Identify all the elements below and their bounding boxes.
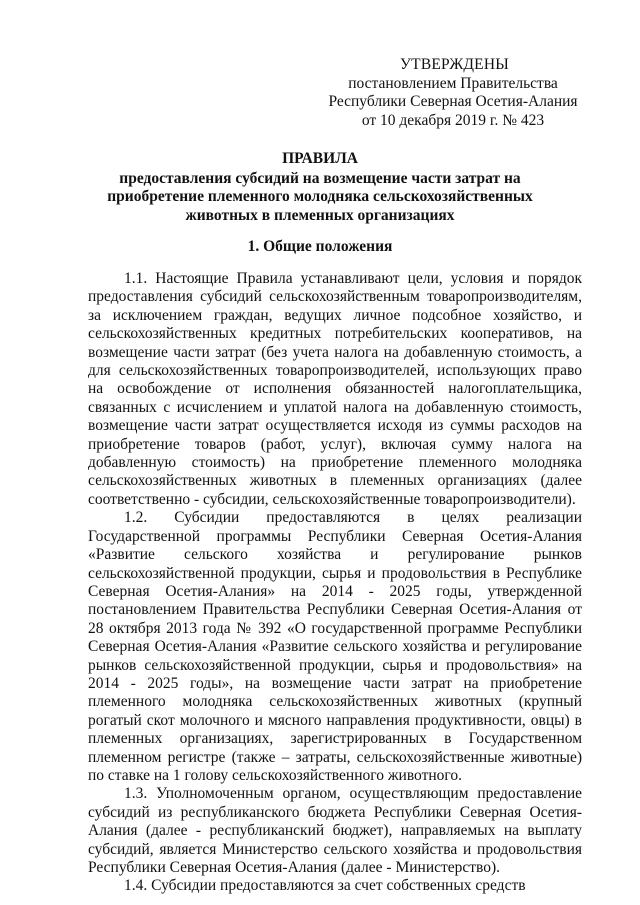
document-heading: ПРАВИЛА [282, 150, 358, 167]
approval-date-number: от 10 декабря 2019 г. № 423 [361, 111, 545, 129]
section-heading: 1. Общие положения [247, 238, 393, 255]
document-subtitle-line-2: приобретение племенного молодняка сельскохозяйственных [107, 188, 533, 205]
paragraph-1-1: 1.1. Настоящие Правила устанавливают цели, условия и порядок предоставления субсидий сельскохозяйственным товаропроизводителям, за исключением граждан, ведущих личное подсобное хозяйство, и сельскохозяйственных кредитных потребительских кооперативов, на возмещение части затрат (без учета налога на добавленную стоимость, а для сельскохозяйственных товаропроизводителей, использующих право на освобождение от исполнения обязанностей налогоплательщика, связанных с исчислением и уплатой налога на добавленную стоимость, возмещение части затрат осуществляется исходя из суммы расходов на приобретение товаров (работ, услуг), включая сумму налога на добавленную стоимость) на приобретение племенного молодняка сельскохозяйственных животных в племенных организациях (далее соответственно - субсидии, сельскохозяйственные товаропроизводители). [88, 270, 582, 508]
body-text [88, 270, 582, 896]
document-subtitle-line-1: предоставления субсидий на возмещение части затрат на [119, 169, 521, 187]
approval-line-1: постановлением Правительства [348, 74, 558, 92]
paragraph-1-3: 1.3. Уполномоченным органом, осуществляющим предоставление субсидий из республиканского бюджета Республики Северная Осетия-Алания (далее - республиканский бюджет), направляемых на выплату субсидий, является Министерство сельского хозяйства и продовольствия Республики Северная Осетия-Алания (далее - Министерство). [88, 785, 582, 876]
document-title-block [60, 150, 580, 225]
approval-stamp [318, 56, 588, 130]
approval-line-2: Республики Северная Осетия-Алания [328, 93, 578, 110]
approval-title: УТВЕРЖДЕНЫ [400, 56, 509, 73]
paragraph-1-2: 1.2. Субсидии предоставляются в целях реализации Государственной программы Республики Северная Осетия-Алания «Развитие сельского хозяйства и регулирование рынков сельскохозяйственной продукции, сырья и продовольствия в Республике Северная Осетия-Алания» на 2014 - 2025 годы, утвержденной постановлением Правительства Республики Северная Осетия-Алания от 28 октября 2013 года № 392 «О государственной программе Республики Северная Осетия-Алания «Развитие сельского хозяйства и регулирование рынков сельскохозяйственной продукции, сырья и продовольствия» на 2014 - 2025 годы», на возмещение части затрат на приобретение племенного молодняка сельскохозяйственных животных (крупный рогатый скот молочного и мясного направления продуктивности, овцы) в племенных организациях, зарегистрированных в Государственном племенном регистре (также – затраты, сельскохозяйственные животные) по ставке на 1 голову сельскохозяйственного животного. [88, 509, 582, 784]
paragraph-1-4: 1.4. Субсидии предоставляются за счет собственных средств [124, 877, 526, 895]
document-subtitle-line-3: животных в племенных организациях [185, 206, 455, 224]
